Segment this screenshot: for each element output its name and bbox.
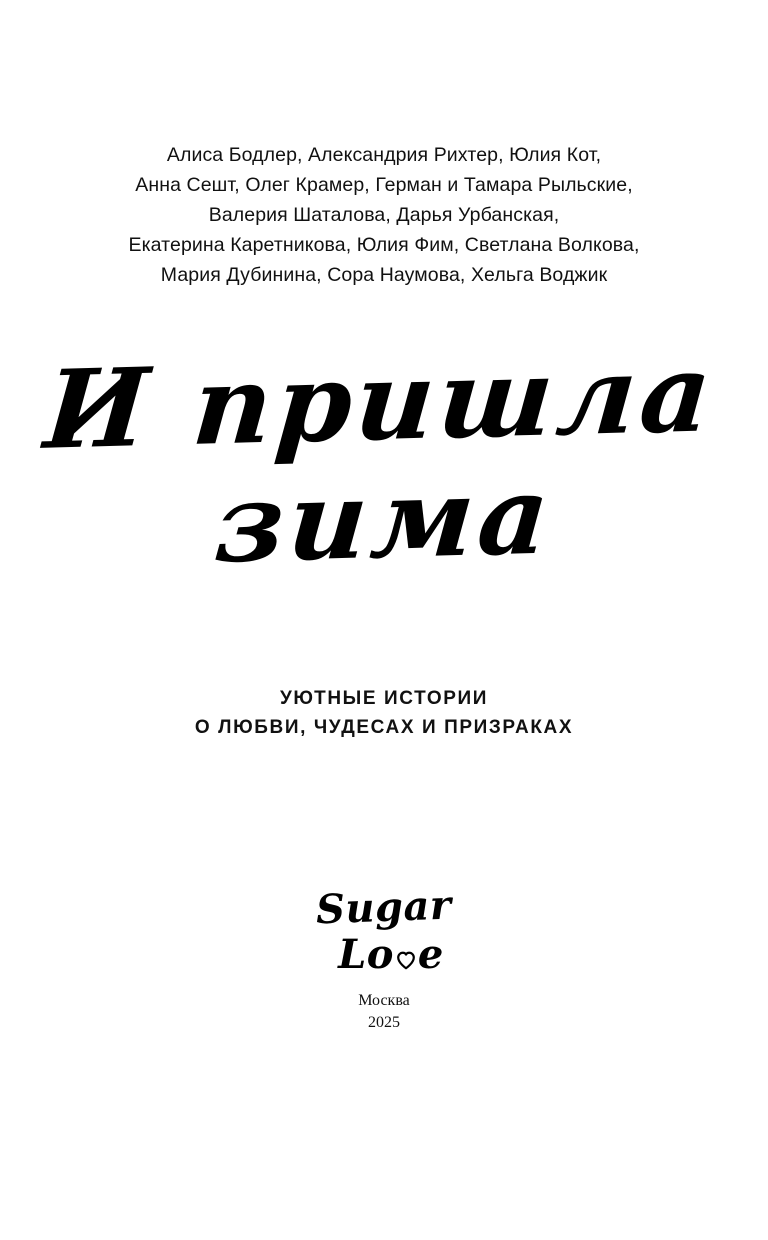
book-subtitle [195, 684, 573, 742]
imprint-year: 2025 [367, 1014, 400, 1031]
publisher-logo-word-2 [338, 932, 444, 978]
publisher-logo-word-2-before: Lo [338, 931, 394, 978]
authors-list [64, 140, 704, 290]
imprint [358, 990, 410, 1034]
publisher-logo-word-2-after: e [417, 931, 444, 978]
publisher-logo-word-1: Sugar [315, 881, 453, 934]
book-title-line-2: зима [210, 452, 558, 588]
publisher-logo-word-2-wrap [234, 928, 534, 978]
publisher-logo [234, 881, 534, 978]
book-title [34, 330, 734, 648]
book-subtitle-line-1: УЮТНЫЕ ИСТОРИИ [279, 688, 489, 709]
imprint-city: Москва [358, 992, 410, 1009]
authors-line: Валерия Шаталова, Дарья Урбанская, [208, 204, 560, 226]
publisher-logo-word-1-wrap [234, 881, 534, 934]
book-subtitle-line-2: О ЛЮБВИ, ЧУДЕСАХ И ПРИЗРАКАХ [194, 717, 574, 738]
authors-line: Мария Дубинина, Сора Наумова, Хельга Воджик [160, 264, 608, 286]
authors-line: Алиса Бодлер, Александрия Рихтер, Юлия Кот, [166, 144, 602, 166]
heart-icon [395, 949, 417, 971]
authors-line: Екатерина Каретникова, Юлия Фим, Светлана Волкова, [128, 234, 640, 256]
authors-line: Анна Сешт, Олег Крамер, Герман и Тамара Рыльские, [135, 174, 633, 196]
book-title-line-1: И пришла [40, 330, 720, 474]
